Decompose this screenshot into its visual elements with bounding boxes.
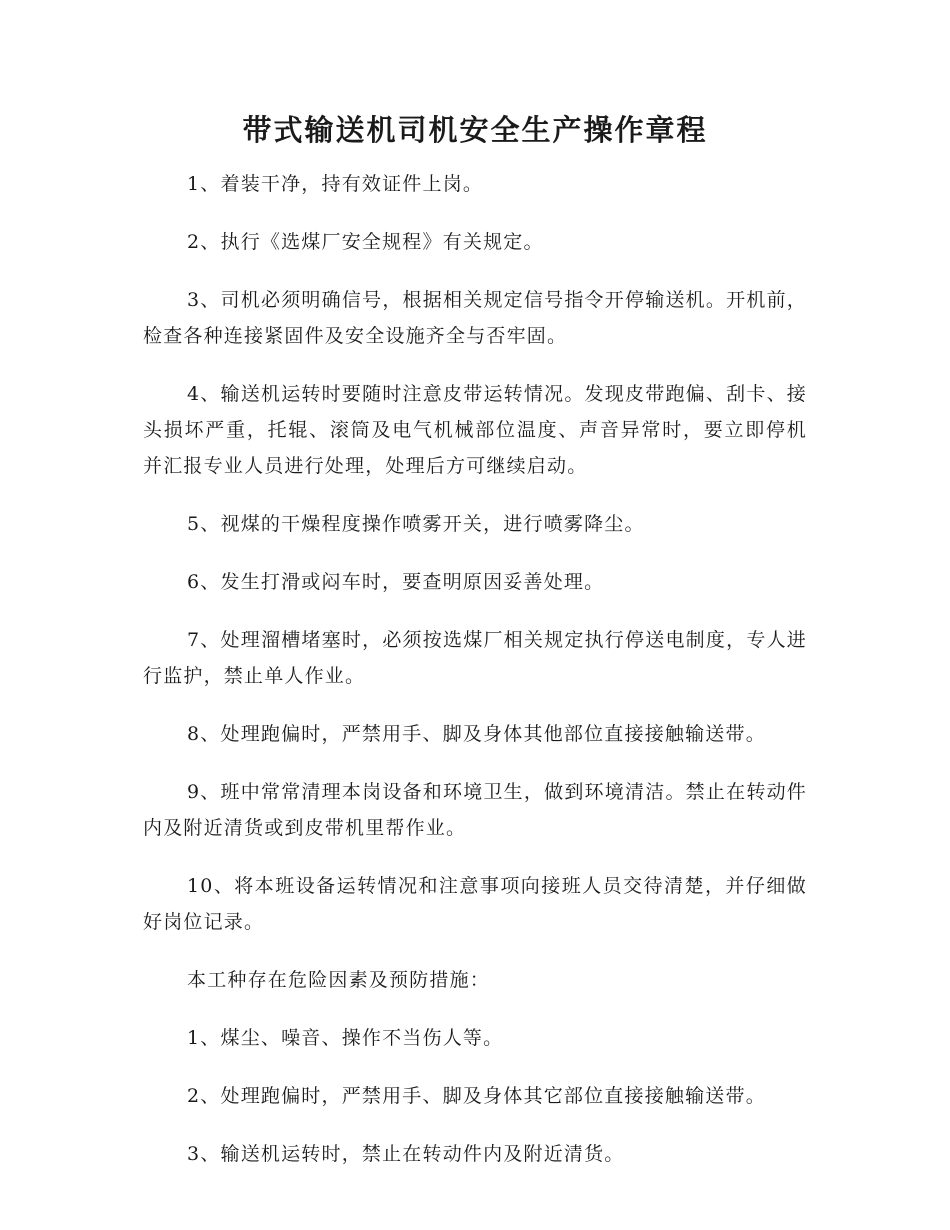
- paragraph-hazard-1: 1、煤尘、噪音、操作不当伤人等。: [187, 1027, 504, 1049]
- paragraph-rule-2: 2、执行《选煤厂安全规程》有关规定。: [187, 231, 544, 253]
- paragraph-rule-7: 7、处理溜槽堵塞时，必须按选煤厂相关规定执行停送电制度，专人进行监护，禁止单人作业。: [143, 629, 807, 687]
- paragraph-rule-5: 5、视煤的干燥程度操作喷雾开关，进行喷雾降尘。: [187, 513, 645, 535]
- paragraph-hazard-3: 3、输送机运转时，禁止在转动件内及附近清货。: [187, 1143, 625, 1165]
- paragraph-rule-8: 8、处理跑偏时，严禁用手、脚及身体其他部位直接接触输送带。: [187, 723, 766, 745]
- paragraph-rule-10: 10、将本班设备运转情况和注意事项向接班人员交待清楚，并仔细做好岗位记录。: [143, 875, 807, 933]
- paragraph-hazards-heading: 本工种存在危险因素及预防措施：: [187, 969, 491, 991]
- paragraph-rule-9: 9、班中常常清理本岗设备和环境卫生，做到环境清洁。禁止在转动件内及附近清货或到皮带机里帮作业。: [143, 781, 807, 839]
- paragraph-rule-1: 1、着装干净，持有效证件上岗。: [187, 173, 484, 195]
- paragraph-hazard-2: 2、处理跑偏时，严禁用手、脚及身体其它部位直接接触输送带。: [187, 1085, 766, 1107]
- document-title: 带式输送机司机安全生产操作章程: [242, 113, 708, 147]
- paragraph-rule-4: 4、输送机运转时要随时注意皮带运转情况。发现皮带跑偏、刮卡、接头损坏严重，托辊、滚筒及电气机械部位温度、声音异常时，要立即停机并汇报专业人员进行处理，处理后方可继续启动。: [143, 383, 807, 477]
- paragraph-rule-3: 3、司机必须明确信号，根据相关规定信号指令开停输送机。开机前，检查各种连接紧固件及安全设施齐全与否牢固。: [143, 289, 807, 347]
- document-body: [143, 166, 807, 1194]
- paragraph-rule-6: 6、发生打滑或闷车时，要查明原因妥善处理。: [187, 571, 605, 593]
